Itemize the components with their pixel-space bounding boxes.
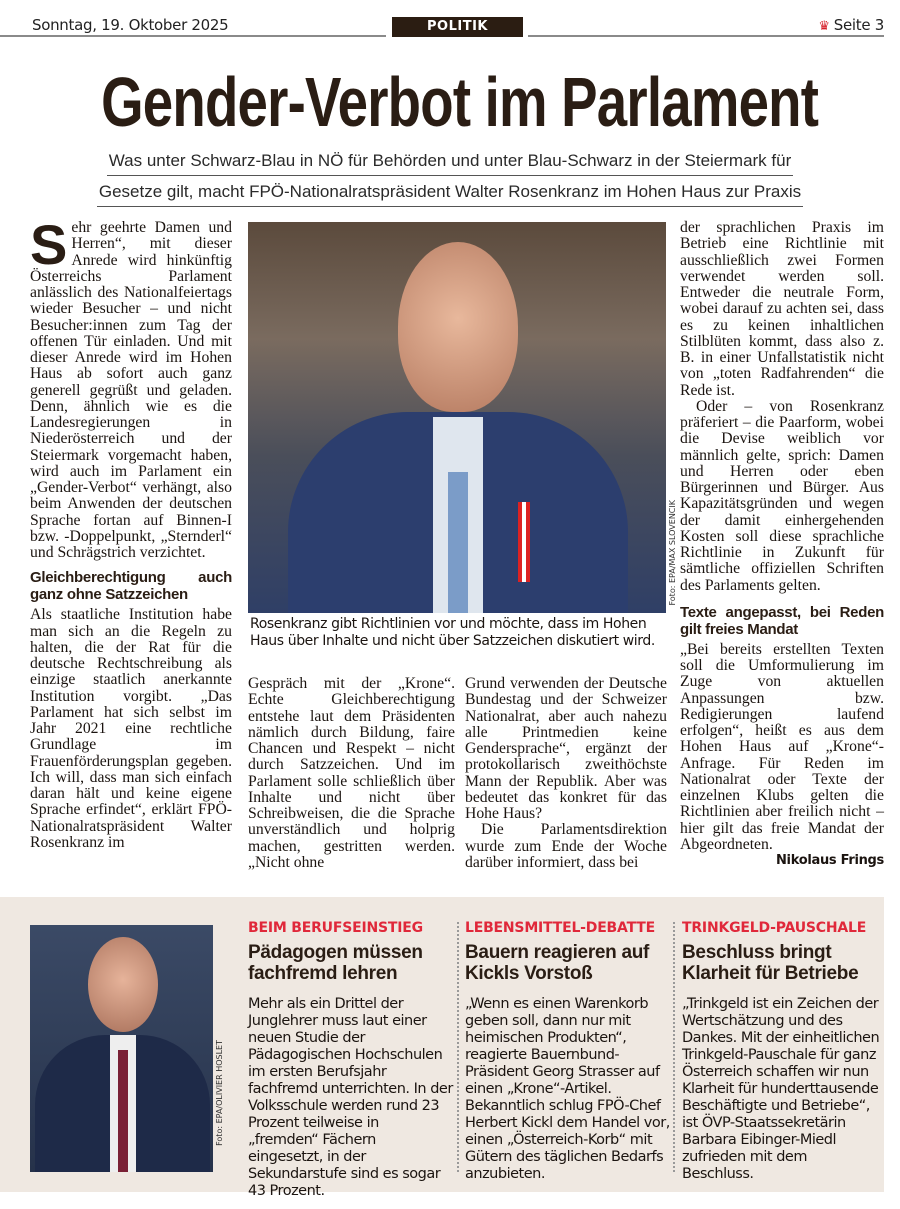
- column-divider: [673, 922, 675, 1172]
- subtitle-line: Was unter Schwarz-Blau in NÖ für Behörden und unter Blau-Schwarz in der Steiermark für: [107, 146, 794, 176]
- photo-credit: Foto: EPA/OLIVIER HOSLET: [215, 1040, 224, 1146]
- subheading: Texte angepasst, bei Reden gilt freies Mandat: [680, 603, 884, 638]
- page-number: [818, 16, 884, 34]
- portrait-tie: [118, 1050, 128, 1172]
- issue-date: Sonntag, 19. Oktober 2025: [32, 16, 229, 34]
- subtitle-row: [50, 177, 850, 207]
- article-column-4: [680, 220, 884, 868]
- paragraph: Grund verwenden der Deutsche Bundestag und der Schweizer Nationalrat, aber auch nahezu alle Printmedien keine Gendersprache“, ergänzt der protokollarisch zweithöchste Mann der Republik. Aber was bedeutet das konkret für das Hohe Haus?: [465, 675, 667, 822]
- section-label: POLITIK: [392, 17, 523, 37]
- brief-text: „Trinkgeld ist ein Zeichen der Wertschätzung und des Dankes. Mit der einheitlichen Trinkgeld-Pauschale für ganz Österreich schaffen wir nun Klarheit für hunderttausende Beschäftigte und Betriebe“, ist ÖVP-Staatssekretärin Barbara Eibinger-Miedl zufrieden mit dem Beschluss.: [682, 996, 880, 1182]
- drop-cap: S: [30, 213, 68, 276]
- photo-credit: Foto: EPA/MAX SLOVENCIK: [668, 500, 677, 606]
- paragraph: Gespräch mit der „Krone“. Echte Gleichberechtigung entstehe laut dem Präsidenten nämlich durch Bildung, faire Chancen und Respekt – nicht durch Satzzeichen. Und im Parlament solle schließlich über Inhalte und nicht über Schreibweisen, die die Sprache unverständlich und holprig machen, gestritten werden. „Nicht ohne: [248, 675, 455, 871]
- paragraph: Oder – von Rosenkranz präferiert – die Paarform, wobei die Devise weiblich vor männlich gelte, sprich: Damen und Herren oder eben Bürgerinnen und Bürger. Aus Kapazitätsgründen und wegen der damit einhergehenden Kosten soll diese sprachliche Richtlinie in Zukunft für sämtliche offiziellen Schriften des Parlaments gelten.: [680, 397, 884, 594]
- photo-caption: Rosenkranz gibt Richtlinien vor und möchte, dass im Hohen Haus über Inhalte und nicht über Satzzeichen diskutiert wird.: [250, 616, 655, 649]
- subtitle-row: [50, 146, 850, 176]
- paragraph: „Bei bereits erstellten Texten soll die Umformulierung im Zuge von aktuellen Anpassungen bzw. Redigierungen laufend erfolgen“, heißt es aus dem Hohen Haus auf „Krone“-Anfrage. Für Reden im Nationalrat oder Texte der einzelnen Klubs gelten die Richtlinien aber freilich nicht – hier gilt das freie Mandat der Abgeordneten.: [680, 640, 884, 853]
- crown-icon: ♛: [818, 19, 830, 34]
- brief-kicker: BEIM BERUFSEINSTIEG: [248, 920, 423, 936]
- column-divider: [457, 922, 459, 1172]
- header-rule: [0, 35, 386, 37]
- portrait-face: [88, 937, 158, 1032]
- paragraph: der sprachlichen Praxis im Betrieb eine Richtlinie mit ausschließlich zwei Formen verwendet werden soll. Entweder die neutrale Form, wobei darauf zu achten sei, dass es zu keinen inhaltlichen Stilblüten kommt, dass also z. B. in einer Unfallstatistik nicht von „toten Radfahrenden“ die Rede ist.: [680, 219, 884, 399]
- headline-text: Gender-Verbot im Parlament: [101, 63, 819, 141]
- header-rule: [528, 35, 884, 37]
- brief-headline: Beschluss bringt Klarheit für Betriebe: [682, 942, 859, 984]
- paragraph: Die Parlamentsdirektion wurde zum Ende der Woche darüber informiert, dass bei: [465, 821, 667, 871]
- paragraph: Als staatliche Institution habe man sich an die Regeln zu halten, die der Rat für die deutsche Rechtschreibung als einzige staatlich anerkannte Institution vorgibt. „Das Parlament hat sich selbst im Jahr 2021 eine rechtliche Grundlage im Frauenförderungsplan gegeben. Ich will, dass man sich einfach daran hält und keine eigene Sprache erfindet“, erklärt FPÖ-Nationalratspräsident Walter Rosenkranz im: [30, 606, 232, 851]
- brief-item: [682, 920, 882, 1183]
- paragraph: ehr geehrte Damen und Herren“, mit dieser Anrede wird hinkünftig Österreichs Parlament anlässlich des Nationalfeiertags wieder Besucher – und nicht Besucher:innen zum Tag der offenen Tür einladen. Und mit dieser Anrede wird im Hohen Haus ab sofort auch ganz generell gegrüßt und geladen. Denn, ähnlich wie es die Landesregierungen in Niederösterreich und der Steiermark vorgemacht haben, wird auch im Parlament ein „Gender-Verbot“ verhängt, also beim Anwenden der deutschen Sprache fortan auf Binnen-I bzw. -Doppelpunkt, „Sternderl“ und Schrägstrich verzichtet.: [30, 219, 232, 561]
- portrait-tie: [448, 472, 468, 613]
- brief-text: „Wenn es einen Warenkorb geben soll, dann nur mit heimischen Produkten“, reagierte Bauernbund-Präsident Georg Strasser auf einen „Krone“-Artikel. Bekanntlich schlug FPÖ-Chef Herbert Kickl dem Handel vor, einen „Österreich-Korb“ mit Gütern des täglichen Bedarfs anzubieten.: [465, 996, 670, 1182]
- portrait-face: [398, 242, 518, 412]
- author-byline: Nikolaus Frings: [775, 853, 884, 868]
- brief-headline: Pädagogen müssen fachfremd lehren: [248, 942, 423, 984]
- brief-text: Mehr als ein Drittel der Junglehrer muss laut einer neuen Studie der Pädagogischen Hochschulen im ersten Berufsjahr fachfremd unterrichten. In der Volksschule werden rund 23 Prozent teilweise in „fremden“ Fächern eingesetzt, in der Sekundarstufe sind es sogar 43 Prozent.: [248, 996, 453, 1199]
- brief-kicker: LEBENSMITTEL-DEBATTE: [465, 920, 655, 936]
- brief-kicker: TRINKGELD-PAUSCHALE: [682, 920, 867, 936]
- brief-headline: Bauern reagieren auf Kickls Vorstoß: [465, 942, 650, 984]
- article-column-3: [465, 676, 667, 871]
- ribbon: [518, 502, 530, 582]
- article-column-2: [248, 676, 455, 871]
- briefs-photo: [30, 925, 213, 1172]
- brief-item: [465, 920, 670, 1183]
- page-label: Seite 3: [833, 16, 884, 34]
- subtitle-line: Gesetze gilt, macht FPÖ-Nationalratspräsident Walter Rosenkranz im Hohen Haus zur Praxis: [97, 177, 803, 207]
- headline: [0, 62, 900, 142]
- article-column-1: [30, 213, 232, 851]
- subheading: Gleichberechtigung auch ganz ohne Satzzeichen: [30, 569, 232, 604]
- main-photo: [248, 222, 666, 613]
- brief-item: [248, 920, 453, 1200]
